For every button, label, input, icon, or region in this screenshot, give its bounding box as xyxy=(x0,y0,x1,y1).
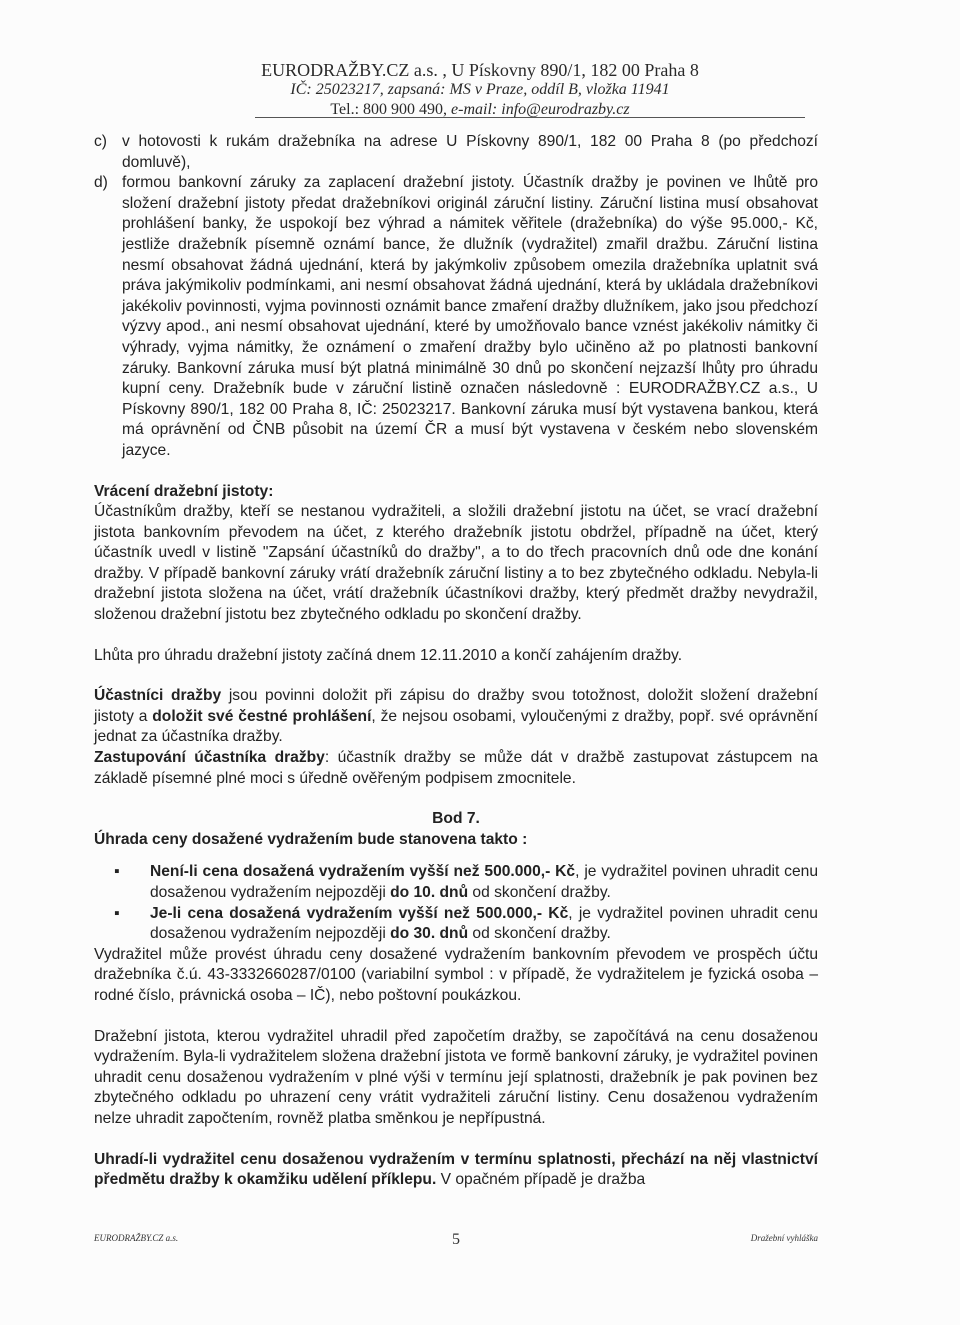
document-body xyxy=(94,132,818,1191)
bullet-bold-condition: Není-li cena dosažená vydražením vyšší než 500.000,- Kč xyxy=(150,863,576,881)
payment-option-d xyxy=(94,173,818,461)
letterhead xyxy=(0,60,960,120)
participants-bold-1: Účastníci dražby xyxy=(94,687,222,705)
bullet-text-part: od skončení dražby. xyxy=(468,884,611,901)
bullet-text xyxy=(150,904,818,945)
company-registration: IČ: 25023217, zapsaná: MS v Praze, oddíl B, vložka 11941 xyxy=(290,81,670,98)
participants-text-2: , že nejsou osobami, vyloučenými z dražby, popř. své oprávnění jednat za účastníka dražby. xyxy=(94,707,818,746)
payment-option-c xyxy=(94,132,818,173)
bullet-item-over-limit xyxy=(114,904,818,945)
bullet-text-part: , je vydražitel povinen uhradit cenu dosaženou vydražením nejpozději xyxy=(150,863,818,901)
deposit-offset-paragraph: Dražební jistota, kterou vydražitel uhradil před započetím dražby, se započítává na cenu dosaženou vydražením. Byla-li vydražitelem složena dražební jistota ve formě bankovní záruky, je vydražitel povinen uhradit cenu dosaženou vydražením v plné výši v termínu její splatnosti, dražebník je pak povinen bez zbytečného odkladu po uhrazení ceny vrátit vydražiteli záruční listiny. Cenu dosaženou vydražením nelze uhradit započtením, rovněž platba směnkou je nepřípustná. xyxy=(94,1027,818,1127)
footer-company: EURODRAŽBY.CZ a.s. xyxy=(94,1233,179,1243)
bullet-bold-deadline: do 30. dnů xyxy=(390,925,469,943)
deadline-paragraph: Lhůta pro úhradu dražební jistoty začíná dnem 12.11.2010 a končí zahájením dražby. xyxy=(94,646,683,664)
bullet-bold-condition: Je-li cena dosažená vydražením vyšší než 500.000,- Kč xyxy=(150,904,569,922)
bullet-item-under-limit xyxy=(114,862,818,903)
return-paragraph: Účastníkům dražby, kteří se nestanou vydražiteli, a složili dražební jistotu na účet, se vrací dražební jistota bankovním převodem na účet, z kterého dražebník jistotu obdržel, případně na účet, který účastník uvedl v listině "Zapsání účastníků do dražby", a to do třech pracovních dnů ode dne konání dražby. V případě bankovní záruky vrátí dražebník záruční listiny a to bez zbytečného odkladu. Nebyla-li dražební jistota složena na účet, vrátí dražebník účastníkovi dražby, který předmět dražby nevydražil, složenou dražební jistotu bez zbytečného odkladu po skončení dražby. xyxy=(94,503,818,624)
representation-paragraph xyxy=(94,748,818,789)
bullet-bold-deadline: do 10. dnů xyxy=(390,884,469,901)
section-heading-payment: Úhrada ceny dosažené vydražením bude stanovena takto : xyxy=(94,830,528,848)
item-text: formou bankovní záruky za zaplacení dražební jistoty. Účastník dražby je povinen ve lhůtě pro složení dražební jistoty předat dražebníkovi originál záruční listiny. Záruční listina musí obsahovat prohlášení banky, že uspokojí bez výhrad a námitek věřitele (dražebníka) do výše 95.000,- Kč, jestliže dražebník písemně oznámí bance, že dlužník (vydražitel) zmařil dražbu. Záruční listina nesmí obsahovat žádná ujednání, která by jakýmkoliv způsobem omezila dražebníka uplatnit svá práva jakýmikoliv podmínkami, ani nesmí obsahovat žádná ujednání, která by ukládala dražebníkovi jakékoliv povinnosti, vyjma povinnosti oznámit bance zmaření dražby dlužníkem, jako jsou předchozí výzvy apod., ani nesmí obsahovat ujednání, které by umožňovalo bance vznést jakékoliv námitky či výhrady, vyjma námitky, že oznámení o zmaření dražby bylo učiněno až po platnosti bankovní záruky. Bankovní záruka musí být platná minimálně 30 dnů po skončení nejzazší lhůty pro úhradu kupní ceny. Dražebník bude v záruční listině označen následovně : EURODRAŽBY.CZ a.s., U Pískovny 890/1, 182 00 Praha 8, IČ: 25023217. Bankovní záruka musí být vystavena bankou, která má oprávnění od ČNB působit na území ČR a musí být vystavena v českém nebo slovenském jazyce. xyxy=(122,174,818,459)
payment-method-paragraph: Vydražitel může provést úhradu ceny dosažené vydražením bankovním převodem ve prospěch účtu dražebníka č.ú. 43-3332660287/0100 (variabilní symbol : v případě, že vydražitelem je fyzická osoba – rodné číslo, právnická osoba – IČ), nebo poštovní poukázkou. xyxy=(94,945,818,1004)
bullet-text xyxy=(150,862,818,903)
bullet-text-part: , je vydražitel povinen uhradit cenu dosaženou vydražením nejpozději xyxy=(150,904,818,943)
bullet-icon: ▪ xyxy=(114,863,120,881)
company-address: EURODRAŽBY.CZ a.s. , U Pískovny 890/1, 182 00 Praha 8 xyxy=(261,60,699,80)
bullet-text-part: od skončení dražby. xyxy=(468,925,611,943)
participants-bold-2: doložit své čestné prohlášení xyxy=(152,707,372,725)
participants-text-1: jsou povinni doložit při zápisu do dražby svou totožnost, doložit složení dražební jistoty a xyxy=(94,687,818,725)
item-label: d) xyxy=(94,174,108,192)
return-heading: Vrácení dražební jistoty: xyxy=(94,482,274,500)
representation-bold: Zastupování účastníka dražby xyxy=(94,749,325,767)
ownership-bold: Uhradí-li vydražitel cenu dosaženou vydražením v termínu splatnosti, přechází na něj vlastnictví předmětu dražby k okamžiku udělení příklepu. xyxy=(94,1150,818,1189)
page-number: 5 xyxy=(452,1231,460,1248)
section-title-bod7: Bod 7. xyxy=(432,810,480,828)
participants-paragraph xyxy=(94,686,818,748)
letterhead-divider xyxy=(255,117,805,118)
footer-document-title: Dražební vyhláška xyxy=(750,1233,818,1243)
ownership-transfer-paragraph xyxy=(94,1150,818,1191)
ownership-text: V opačném případě je dražba xyxy=(436,1171,646,1189)
company-phone: Tel.: 800 900 490, xyxy=(330,101,452,118)
item-label: c) xyxy=(94,133,107,150)
bullet-icon: ▪ xyxy=(114,904,120,922)
representation-text: : účastník dražby se může dát v dražbě zastupovat zástupcem na základě písemné plné moci s úředně ověřeným podpisem zmocnitele. xyxy=(94,749,818,787)
company-email: e-mail: info@eurodrazby.cz xyxy=(451,101,630,118)
item-text: v hotovosti k rukám dražebníka na adrese U Pískovny 890/1, 182 00 Praha 8 (po předchozí domluvě), xyxy=(122,133,818,171)
